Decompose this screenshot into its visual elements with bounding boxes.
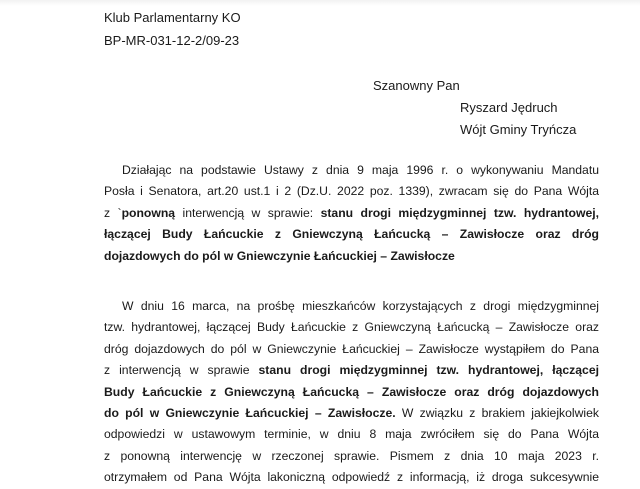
paragraph-line: dróg dojazdowych do pól w Gniewczynie Łańcuckiej – Zawisłocze wystąpiłem do Pana	[104, 341, 599, 356]
paragraph-line: Posła i Senatora, art.20 ust.1 i 2 (Dz.U. 2022 poz. 1339), zwracam się do Pana Wójta	[104, 184, 599, 199]
paragraph-line: z ponowną interwencję w rzeczonej sprawie. Pismem z dnia 10 maja 2023 r.	[104, 448, 599, 463]
paragraph-line: Działając na podstawie Ustawy z dnia 9 maja 1996 r. o wykonywaniu Mandatu	[122, 163, 599, 177]
paragraph-line: tzw. hydrantowej, łączącej Budy Łańcuckie z Gniewczyną Łańcucką – Zawisłocze oraz	[104, 320, 599, 335]
club-name: Klub Parlamentarny KO	[104, 10, 241, 25]
recipient-title: Wójt Gminy Tryńcza	[460, 122, 577, 137]
paragraph-line: łączącej Budy Łańcuckie z Gniewczyną Łańcucką – Zawisłocze oraz dróg	[104, 227, 599, 242]
scan-edge	[0, 0, 640, 6]
paragraph-line: odpowiedzi w ustawowym terminie, w dniu 8 maja zwróciłem się do Pana Wójta	[104, 427, 599, 442]
paragraph-line: do pól w Gniewczynie Łańcuckiej – Zawisłocze. W związku z brakiem jakiejkolwiek	[104, 406, 599, 421]
reference-number: BP-MR-031-12-2/09-23	[104, 33, 240, 48]
recipient-name: Ryszard Jędruch	[460, 100, 558, 115]
paragraph-line: Budy Łańcuckie z Gniewczyną Łańcucką – Zawisłocze oraz dróg dojazdowych	[104, 384, 599, 399]
paragraph-line: dojazdowych do pól w Gniewczynie Łańcuckiej – Zawisłocze	[104, 248, 455, 263]
paragraph-line: z `ponowną interwencją w sprawie: stanu drogi międzygminnej tzw. hydrantowej,	[104, 205, 599, 220]
recipient-salutation: Szanowny Pan	[373, 78, 460, 93]
paragraph-line: W dniu 16 marca, na prośbę mieszkańców korzystających z drogi międzygminnej	[122, 299, 599, 313]
paragraph-line: z interwencją w sprawie stanu drogi międzygminnej tzw. hydrantowej, łączącej	[104, 363, 599, 378]
paragraph-line: otrzymałem od Pana Wójta lakoniczną odpowiedź z informacją, iż droga sukcesywnie	[104, 470, 599, 485]
paragraph-intro	[104, 160, 599, 267]
paragraph-history	[104, 296, 599, 489]
